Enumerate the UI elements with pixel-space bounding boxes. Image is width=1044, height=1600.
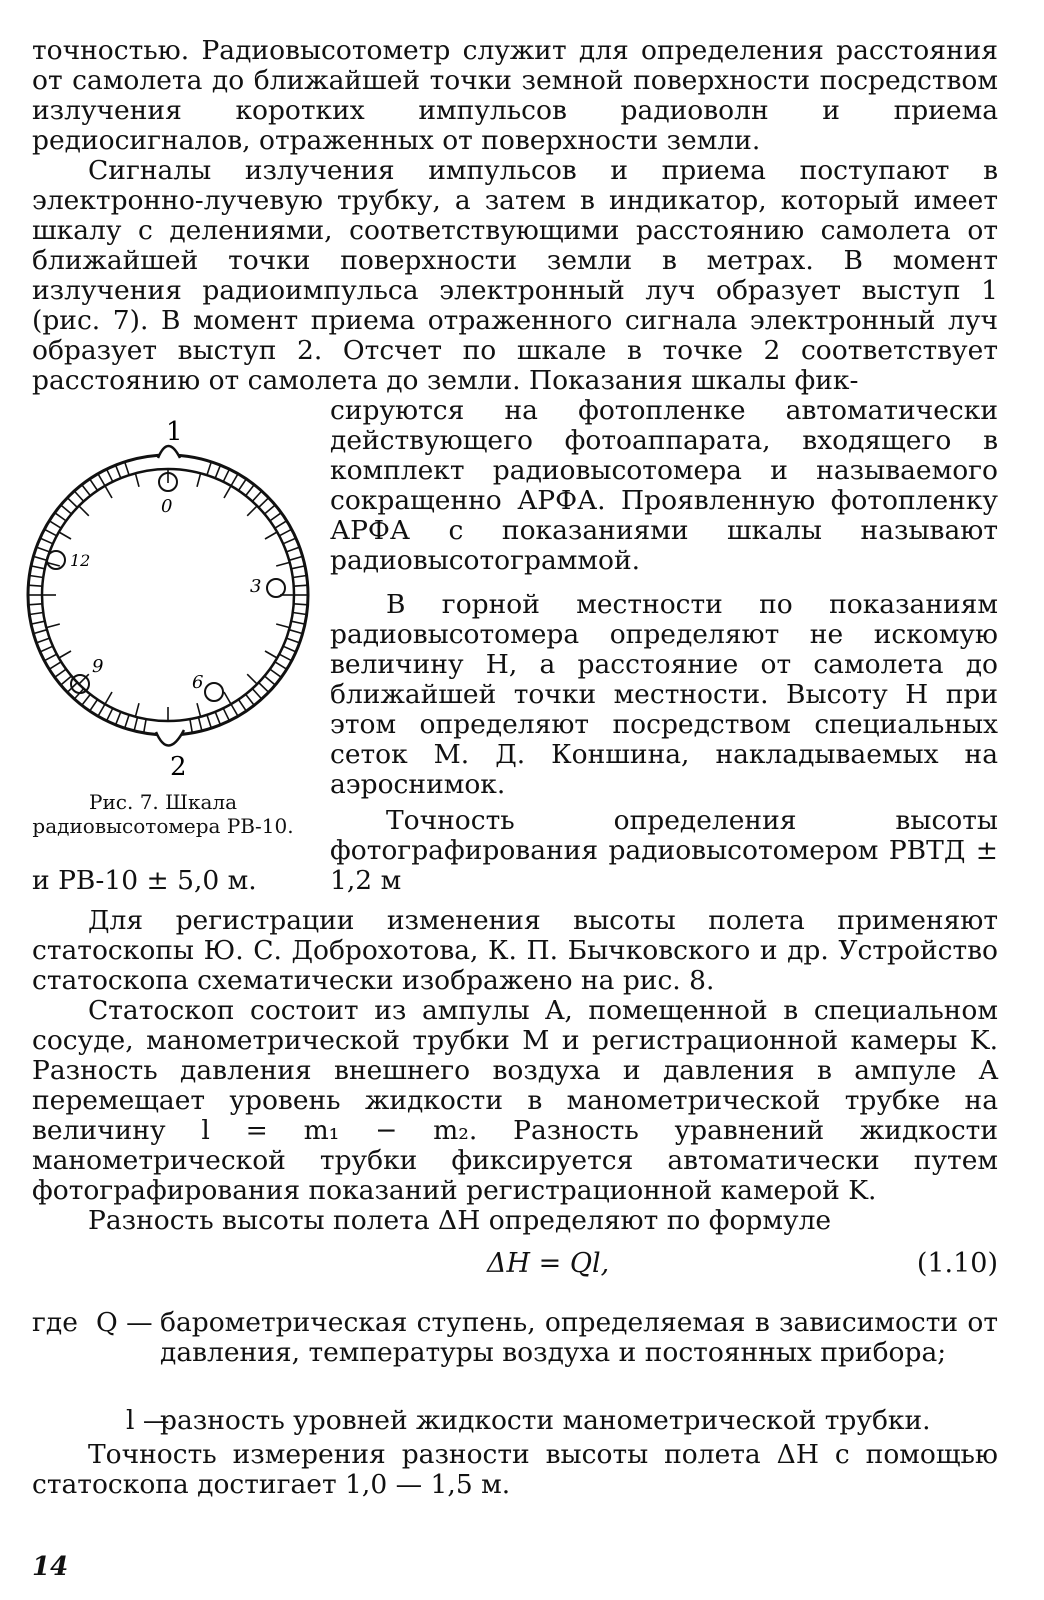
hatch-line — [252, 491, 261, 501]
hatch-line — [279, 529, 291, 536]
figure-radio-altimeter-scale — [18, 420, 318, 780]
hatch-line — [82, 485, 91, 496]
hatch-line — [98, 704, 105, 716]
hatch-line — [275, 662, 287, 669]
marker-6 — [205, 683, 223, 701]
scale-tick — [265, 651, 277, 658]
label-1: 1 — [166, 420, 183, 447]
hatch-line — [61, 676, 72, 685]
hatch-line — [252, 689, 261, 699]
scale-tick — [79, 506, 89, 516]
where-term-l: l — — [126, 1405, 170, 1436]
where-def-l: разность уровней жидкости манометрической трубки. — [160, 1405, 931, 1436]
tick-label-12: 12 — [70, 551, 91, 570]
hatch-line — [28, 585, 42, 586]
hatch-line — [31, 566, 45, 569]
scale-tick — [59, 651, 71, 658]
hatch-line — [283, 646, 296, 652]
hatch-line — [231, 704, 238, 716]
hatch-line — [275, 521, 287, 528]
hatch-line — [199, 717, 202, 731]
hatch-line — [49, 662, 61, 669]
hatch-line — [207, 462, 211, 475]
hatch-line — [286, 638, 299, 643]
tick-label-9: 9 — [92, 656, 104, 677]
scale-tick — [247, 674, 257, 684]
tick-label-3: 3 — [250, 576, 262, 597]
scale-tick — [46, 624, 60, 628]
paragraph-2: Сигналы излучения импульсов и приема поступают в электронно-лучевую трубку, а затем в индикатор, который имеет шкалу с делениями, соответствующими расстоянию самолета от ближайшей точки поверхности земли в метрах. В момент излучения радиоимпульса электронный луч образует выступ 1 (рис. 7). В момент приема отраженного сигнала электронный луч образует выступ 2. Отсчет по шкале в точке 2 соответствует расстоянию от самолета до земли. Показания шкалы фик- — [32, 155, 998, 396]
figure-caption: Рис. 7. Шкала радиовысотомера РВ-10. — [32, 790, 294, 838]
hatch-line — [107, 708, 113, 721]
hatch-line — [33, 556, 47, 560]
scale-tick — [135, 473, 139, 487]
hatch-line — [291, 621, 305, 624]
where-block — [32, 1308, 998, 1440]
formula-number: (1.10) — [916, 1248, 998, 1279]
scale-tick — [265, 532, 277, 539]
hatch-line — [28, 604, 42, 605]
scale-tick — [276, 624, 290, 628]
hatch-line — [55, 513, 66, 521]
hatch-line — [231, 474, 238, 486]
hatch-line — [90, 700, 98, 712]
hatch-line — [107, 469, 113, 482]
hatch-line — [29, 576, 43, 578]
hatch-line — [125, 715, 129, 728]
scale-tick — [197, 703, 201, 717]
tick-label-0: 0 — [161, 496, 173, 517]
hatch-line — [67, 498, 77, 508]
scale-tick — [276, 562, 290, 566]
hatch-line — [289, 556, 303, 560]
scale-tick — [197, 473, 201, 487]
formula-1-10 — [32, 1248, 998, 1284]
hatch-line — [289, 630, 303, 634]
where-item-q — [32, 1308, 998, 1398]
scale-dial-drawing — [18, 420, 318, 780]
scale-tick — [247, 506, 257, 516]
hatch-line — [270, 513, 281, 521]
paragraph-4: Точность определения высоты фотографирования радиовысотомером РВТД ± 1,2 м — [330, 805, 998, 896]
hatch-line — [286, 547, 299, 552]
hatch-line — [116, 465, 121, 478]
page-number: 14 — [32, 1552, 69, 1582]
hatch-line — [265, 676, 276, 685]
hatch-line — [294, 604, 308, 605]
paragraph-4-tail: и РВ-10 ± 5,0 м. — [32, 865, 257, 896]
hatch-line — [125, 462, 129, 475]
hatch-line — [44, 654, 56, 661]
hatch-line — [207, 715, 211, 728]
where-term-q: Q — — [96, 1307, 153, 1338]
marker-3 — [267, 579, 285, 597]
hatch-line — [90, 479, 98, 491]
paragraph-1: точностью. Радиовысотометр служит для определения расстояния от самолета до ближайшей точки земной поверхности посредством излучения коротких импульсов радиоволн и приема редиосигналов, отраженных от поверхности земли. — [32, 35, 998, 156]
hatch-line — [40, 646, 53, 652]
hatch-line — [239, 479, 247, 491]
hatch-line — [259, 683, 269, 693]
hatch-line — [31, 621, 45, 624]
paragraph-8: Точность измерения разности высоты полета ΔH с помощью статоскопа достигает 1,0 — 1,5 м. — [32, 1439, 998, 1500]
scale-tick — [59, 532, 71, 539]
hatch-line — [246, 694, 255, 705]
hatch-line — [55, 669, 66, 677]
paragraph-5: Для регистрации изменения высоты полета применяют статоскопы Ю. С. Доброхотова, К. П. Бычковского и др. Устройство статоскопа схематически изображено на рис. 8. — [32, 905, 998, 996]
hatch-line — [279, 654, 291, 661]
scale-tick — [105, 486, 112, 498]
hatch-line — [36, 547, 49, 552]
label-2: 2 — [170, 752, 187, 780]
hatch-line — [116, 712, 121, 725]
hatch-line — [74, 491, 83, 501]
where-intro: где — [32, 1307, 78, 1338]
tick-label-6: 6 — [192, 672, 204, 693]
scale-tick — [224, 486, 231, 498]
hatch-line — [98, 474, 105, 486]
hatch-line — [294, 585, 308, 586]
hatch-line — [239, 700, 247, 712]
hatch-line — [291, 566, 305, 569]
hatch-line — [33, 630, 47, 634]
scale-tick — [224, 692, 231, 704]
hatch-line — [144, 719, 146, 733]
hatch-line — [223, 708, 229, 721]
hatch-line — [61, 505, 72, 514]
hatch-line — [82, 694, 91, 705]
formula-expression: ΔH = Ql, — [487, 1248, 610, 1279]
hatch-line — [215, 465, 220, 478]
paragraph-3: В горной местности по показаниям радиовысотомера определяют не искомую величину H, а расстояние от самолета до ближайшей точки местности. Высоту H при этом определяют посредством специальных сеток М. Д. Коншина, накладываемых на аэроснимок. — [330, 589, 998, 800]
paragraph-6: Статоскоп состоит из ампулы A, помещенной в специальном сосуде, манометрической трубки M и регистрационной камеры K. Разность давления внешнего воздуха и давления в ампуле A перемещает уровень жидкости в манометрической трубке на величину l = m₁ − m₂. Разность уравнений жидкости манометрической трубки фиксируется автоматически путем фотографирования показаний регистрационной камерой K. — [32, 995, 998, 1206]
hatch-line — [293, 576, 307, 578]
hatch-line — [259, 498, 269, 508]
hatch-line — [283, 538, 296, 544]
where-def-q: барометрическая ступень, определяемая в зависимости от давления, температуры воздуха и постоянных прибора; — [160, 1307, 998, 1368]
where-item-l — [32, 1406, 998, 1440]
scale-tick — [135, 703, 139, 717]
hatch-line — [190, 719, 192, 733]
hatch-line — [246, 485, 255, 496]
hatch-line — [49, 521, 61, 528]
hatch-line — [265, 505, 276, 514]
hatch-line — [134, 717, 137, 731]
hatch-line — [36, 638, 49, 643]
hatch-line — [40, 538, 53, 544]
scale-tick — [105, 692, 112, 704]
hatch-line — [44, 529, 56, 536]
hatch-line — [29, 613, 43, 615]
hatch-line — [223, 469, 229, 482]
hatch-line — [293, 613, 307, 615]
paragraph-2-continued: сируются на фотопленке автоматически действующего фотоаппарата, входящего в комплект радиовысотомера и называемого сокращенно АРФА. Проявленную фотопленку АРФА с показаниями шкалы называют радиовысотограммой. — [330, 395, 998, 576]
hatch-line — [270, 669, 281, 677]
hatch-line — [215, 712, 220, 725]
marker-12 — [47, 551, 65, 569]
paragraph-7: Разность высоты полета ΔH определяют по формуле — [88, 1205, 832, 1236]
